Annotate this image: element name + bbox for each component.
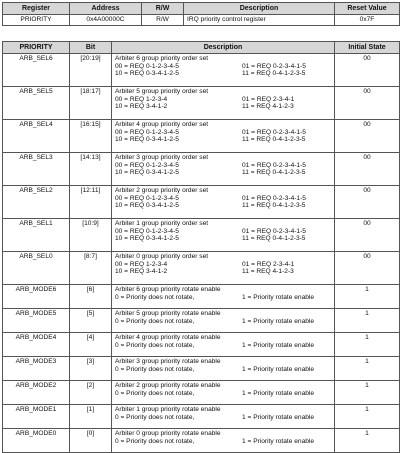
rotate-option: 1 = Priority rotate enable (242, 317, 315, 325)
order-options-line-2 (115, 202, 334, 210)
order-options-line-2 (115, 235, 334, 243)
field-initial-state: 1 (335, 429, 400, 453)
field-description (112, 87, 335, 120)
description-title-text: Arbiter 3 group priority order set (115, 154, 209, 161)
register-name: PRIORITY (3, 15, 70, 26)
field-initial-state: 1 (335, 333, 400, 357)
field-name: ARB_MODE5 (3, 309, 70, 333)
field-row-arb-mode4 (3, 333, 400, 357)
field-row-arb-sel0 (3, 252, 400, 285)
order-option: 10 = REQ 0-3-4-1-2-5 (115, 235, 179, 243)
rotate-option: 0 = Priority does not rotate, (115, 293, 195, 301)
description-title (115, 286, 334, 294)
field-name: ARB_MODE6 (3, 285, 70, 309)
order-options-line-1 (115, 129, 334, 137)
field-name: ARB_SEL2 (3, 186, 70, 219)
description-title-text: Arbiter 3 group priority rotate enable (115, 358, 221, 365)
field-bit-range: [14:13] (70, 153, 112, 186)
description-title-text: Arbiter 1 group priority rotate enable (115, 406, 221, 413)
header-bit: Bit (70, 42, 112, 54)
description-title-text: Arbiter 0 group priority rotate enable (115, 430, 221, 437)
rotate-option: 0 = Priority does not rotate, (115, 341, 195, 349)
field-description (112, 153, 335, 186)
field-description (112, 309, 335, 333)
field-initial-state: 00 (335, 252, 400, 285)
register-description: IRQ priority control register (184, 15, 335, 26)
order-option: 10 = REQ 3-4-1-2 (115, 268, 168, 276)
order-option: 11 = REQ 4-1-2-3 (242, 268, 294, 276)
field-row-arb-mode0 (3, 429, 400, 453)
description-title (115, 253, 334, 261)
bit-table-header-row (3, 42, 400, 54)
field-name: ARB_SEL1 (3, 219, 70, 252)
field-initial-state: 1 (335, 357, 400, 381)
field-bit-range: [1] (70, 405, 112, 429)
order-option: 01 = REQ 0-2-3-4-1-5 (242, 62, 306, 70)
rotate-option: 0 = Priority does not rotate, (115, 437, 195, 445)
field-row-arb-mode5 (3, 309, 400, 333)
order-option: 00 = REQ 0-1-2-3-4-5 (115, 227, 179, 235)
order-option: 00 = REQ 1-2-3-4 (115, 95, 168, 103)
description-title (115, 430, 334, 438)
field-bit-range: [16:15] (70, 120, 112, 153)
order-option: 00 = REQ 0-1-2-3-4-5 (115, 62, 179, 70)
field-bit-range: [10:9] (70, 219, 112, 252)
order-option: 11 = REQ 0-4-1-2-3-5 (242, 235, 306, 243)
register-rw: R/W (142, 15, 184, 26)
field-row-arb-mode3 (3, 357, 400, 381)
field-bit-range: [5] (70, 309, 112, 333)
rotate-option: 0 = Priority does not rotate, (115, 389, 195, 397)
description-title-text: Arbiter 0 group priority order set (115, 253, 209, 260)
description-title-text: Arbiter 5 group priority order set (115, 88, 209, 95)
field-description (112, 219, 335, 252)
header-initial-state: Initial State (335, 42, 400, 54)
description-title (115, 334, 334, 342)
field-bit-range: [20:19] (70, 54, 112, 87)
description-title (115, 121, 334, 129)
order-options-line-1 (115, 162, 334, 170)
description-title (115, 310, 334, 318)
order-option: 10 = REQ 3-4-1-2 (115, 103, 168, 111)
bit-field-table (2, 41, 400, 453)
field-row-arb-sel1 (3, 219, 400, 252)
field-bit-range: [2] (70, 381, 112, 405)
description-title (115, 358, 334, 366)
header-reset-value: Reset Value (335, 3, 400, 15)
field-name: ARB_SEL3 (3, 153, 70, 186)
order-options-line-1 (115, 96, 334, 104)
order-options-line-2 (115, 70, 334, 78)
order-options-line-1 (115, 228, 334, 236)
order-option: 11 = REQ 0-4-1-2-3-5 (242, 169, 306, 177)
field-initial-state: 1 (335, 405, 400, 429)
field-row-arb-sel5 (3, 87, 400, 120)
order-option: 01 = REQ 0-2-3-4-1-5 (242, 161, 306, 169)
order-options-line-1 (115, 195, 334, 203)
register-address: 0x4A00000C (70, 15, 142, 26)
field-row-arb-mode1 (3, 405, 400, 429)
order-option: 01 = REQ 0-2-3-4-1-5 (242, 194, 306, 202)
field-row-arb-sel3 (3, 153, 400, 186)
rotate-option: 0 = Priority does not rotate, (115, 413, 195, 421)
field-description (112, 429, 335, 453)
rotate-options-line (115, 438, 334, 446)
rotate-option: 1 = Priority rotate enable (242, 293, 315, 301)
description-title-text: Arbiter 5 group priority rotate enable (115, 310, 221, 317)
field-row-arb-mode6 (3, 285, 400, 309)
order-option: 00 = REQ 0-1-2-3-4-5 (115, 128, 179, 136)
rotate-option: 0 = Priority does not rotate, (115, 365, 195, 373)
register-header-row (3, 3, 400, 15)
rotate-option: 1 = Priority rotate enable (242, 437, 315, 445)
description-title (115, 88, 334, 96)
rotate-options-line (115, 342, 334, 350)
field-initial-state: 00 (335, 153, 400, 186)
field-initial-state: 00 (335, 219, 400, 252)
order-option: 10 = REQ 0-3-4-1-2-5 (115, 202, 179, 210)
field-name: ARB_SEL5 (3, 87, 70, 120)
register-reset-value: 0x7F (335, 15, 400, 26)
field-initial-state: 1 (335, 309, 400, 333)
field-row-arb-sel6 (3, 54, 400, 87)
field-bit-range: [4] (70, 333, 112, 357)
field-initial-state: 00 (335, 54, 400, 87)
field-name: ARB_SEL6 (3, 54, 70, 87)
field-initial-state: 00 (335, 120, 400, 153)
description-title-text: Arbiter 2 group priority rotate enable (115, 382, 221, 389)
field-initial-state: 1 (335, 285, 400, 309)
field-description (112, 333, 335, 357)
description-title-text: Arbiter 4 group priority rotate enable (115, 334, 221, 341)
order-option: 10 = REQ 0-3-4-1-2-5 (115, 136, 179, 144)
field-bit-range: [0] (70, 429, 112, 453)
field-name: ARB_MODE3 (3, 357, 70, 381)
header-priority: PRIORITY (3, 42, 70, 54)
description-title (115, 154, 334, 162)
order-options-line-2 (115, 169, 334, 177)
rotate-options-line (115, 390, 334, 398)
order-option: 00 = REQ 0-1-2-3-4-5 (115, 194, 179, 202)
rotate-option: 1 = Priority rotate enable (242, 341, 315, 349)
order-option: 01 = REQ 0-2-3-4-1-5 (242, 227, 306, 235)
order-option: 01 = REQ 0-2-3-4-1-5 (242, 128, 306, 136)
field-description (112, 252, 335, 285)
header-address: Address (70, 3, 142, 15)
field-name: ARB_SEL4 (3, 120, 70, 153)
header-description: Description (184, 3, 335, 15)
order-option: 10 = REQ 0-3-4-1-2-5 (115, 169, 179, 177)
field-name: ARB_MODE2 (3, 381, 70, 405)
header-field-description: Description (112, 42, 335, 54)
rotate-option: 1 = Priority rotate enable (242, 413, 315, 421)
description-title-text: Arbiter 6 group priority order set (115, 55, 209, 62)
order-option: 01 = REQ 2-3-4-1 (242, 95, 295, 103)
order-options-line-2 (115, 268, 334, 276)
field-name: ARB_SEL0 (3, 252, 70, 285)
description-title-text: Arbiter 4 group priority order set (115, 121, 209, 128)
description-title (115, 187, 334, 195)
order-option: 10 = REQ 0-3-4-1-2-5 (115, 70, 179, 78)
field-description (112, 54, 335, 87)
register-row (3, 15, 400, 26)
order-option: 11 = REQ 0-4-1-2-3-5 (242, 70, 306, 78)
rotate-option: 0 = Priority does not rotate, (115, 317, 195, 325)
order-options-line-2 (115, 103, 334, 111)
order-option: 11 = REQ 0-4-1-2-3-5 (242, 202, 306, 210)
order-option: 00 = REQ 1-2-3-4 (115, 260, 168, 268)
field-description (112, 381, 335, 405)
order-option: 11 = REQ 0-4-1-2-3-5 (242, 136, 306, 144)
field-row-arb-sel2 (3, 186, 400, 219)
description-title (115, 406, 334, 414)
rotate-option: 1 = Priority rotate enable (242, 365, 315, 373)
field-bit-range: [6] (70, 285, 112, 309)
register-summary-table (2, 2, 400, 26)
field-initial-state: 00 (335, 87, 400, 120)
rotate-options-line (115, 294, 334, 302)
description-title-text: Arbiter 1 group priority order set (115, 220, 209, 227)
description-title (115, 382, 334, 390)
field-description (112, 285, 335, 309)
order-option: 01 = REQ 2-3-4-1 (242, 260, 295, 268)
field-name: ARB_MODE0 (3, 429, 70, 453)
field-description (112, 405, 335, 429)
header-rw: R/W (142, 3, 184, 15)
field-name: ARB_MODE1 (3, 405, 70, 429)
description-title-text: Arbiter 6 group priority rotate enable (115, 286, 221, 293)
order-options-line-1 (115, 261, 334, 269)
header-register: Register (3, 3, 70, 15)
order-options-line-1 (115, 63, 334, 71)
rotate-options-line (115, 318, 334, 326)
order-options-line-2 (115, 136, 334, 144)
order-option: 11 = REQ 4-1-2-3 (242, 103, 294, 111)
field-bit-range: [3] (70, 357, 112, 381)
field-row-arb-mode2 (3, 381, 400, 405)
rotate-option: 1 = Priority rotate enable (242, 389, 315, 397)
rotate-options-line (115, 366, 334, 374)
order-option: 00 = REQ 0-1-2-3-4-5 (115, 161, 179, 169)
field-bit-range: [18:17] (70, 87, 112, 120)
field-initial-state: 00 (335, 186, 400, 219)
field-description (112, 357, 335, 381)
field-bit-range: [8:7] (70, 252, 112, 285)
field-row-arb-sel4 (3, 120, 400, 153)
field-initial-state: 1 (335, 381, 400, 405)
description-title (115, 220, 334, 228)
field-name: ARB_MODE4 (3, 333, 70, 357)
description-title (115, 55, 334, 63)
description-title-text: Arbiter 2 group priority order set (115, 187, 209, 194)
field-description (112, 186, 335, 219)
field-bit-range: [12:11] (70, 186, 112, 219)
field-description (112, 120, 335, 153)
rotate-options-line (115, 414, 334, 422)
